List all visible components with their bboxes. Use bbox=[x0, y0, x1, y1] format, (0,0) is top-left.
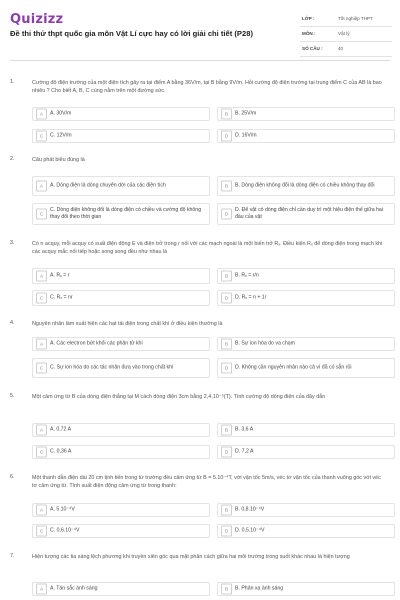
option-letter: B bbox=[221, 339, 232, 350]
option-text: A. Dòng điện là dòng chuyển dời của các điện tích bbox=[50, 182, 166, 189]
option-letter: B bbox=[221, 181, 232, 192]
option-c[interactable] bbox=[32, 445, 210, 459]
meta-table bbox=[300, 12, 392, 57]
question-4 bbox=[10, 320, 390, 382]
option-text: A. 30V/m bbox=[50, 110, 72, 117]
option-text: D. 0,5.10⁻⁴V bbox=[235, 527, 265, 534]
meta-row-class bbox=[300, 12, 392, 27]
option-c[interactable] bbox=[32, 524, 210, 538]
meta-key: MÔN : bbox=[302, 31, 316, 36]
option-letter: B bbox=[221, 109, 232, 120]
option-letter: C bbox=[36, 293, 47, 304]
option-letter: D bbox=[221, 447, 232, 458]
option-text: A. 5.10⁻⁴V bbox=[50, 506, 75, 513]
option-text: C. Dòng điện không đổi là dòng điện có chiều và cường độ không thay đổi theo thời gian bbox=[50, 207, 202, 220]
option-b[interactable] bbox=[217, 268, 395, 284]
option-letter: D bbox=[221, 131, 232, 142]
option-letter: B bbox=[221, 425, 232, 436]
option-a[interactable] bbox=[32, 503, 210, 517]
option-letter: A bbox=[36, 505, 47, 516]
option-letter: B bbox=[221, 505, 232, 516]
question-number: 7. bbox=[10, 553, 15, 559]
question-7 bbox=[10, 553, 390, 600]
question-text: Cường độ điện trường của một điện tích gây ra tại điểm A bằng 36V/m, tại B bằng 9V/m. Hỏi cường độ điện trường tại trung điểm C của AB là bao nhiêu ? Cho biết A, B, C cùng nằm trên một đường sức. bbox=[32, 80, 382, 94]
option-letter: C bbox=[36, 209, 47, 220]
question-number: 4. bbox=[10, 320, 15, 326]
question-text: Một cảm ứng từ B của dòng điện thẳng tại M cách dòng điện 3cm bằng 2,4.10⁻⁵(T). Tính cường độ dòng điện của dây dẫn bbox=[32, 394, 326, 400]
option-text: A. Các electron bứt khỏi các phân tử khí bbox=[50, 340, 143, 347]
meta-row-count bbox=[300, 42, 392, 57]
option-text: D. Rₓ = n + 1r bbox=[235, 294, 267, 301]
option-d[interactable] bbox=[217, 524, 395, 538]
option-letter: A bbox=[36, 584, 47, 595]
question-5 bbox=[10, 393, 390, 465]
option-text: C. 0,36 A bbox=[50, 448, 72, 455]
option-text: B. 0,8.10⁻⁴V bbox=[235, 506, 265, 513]
option-letter: A bbox=[36, 109, 47, 120]
option-text: B. Rₓ = r/n bbox=[235, 272, 259, 279]
option-c[interactable] bbox=[32, 358, 210, 378]
question-number: 3. bbox=[10, 240, 15, 246]
option-a[interactable] bbox=[32, 268, 210, 284]
option-letter: D bbox=[221, 526, 232, 537]
question-6 bbox=[10, 474, 390, 546]
option-a[interactable] bbox=[32, 423, 210, 437]
question-text: Một thanh dẫn điện dài 20 cm tịnh tiến trong từ trường đều cảm ứng từ B = 5.10⁻⁴T, với vận tốc 5m/s, véc tơ vận tốc của thanh vuông góc với véc tơ cảm ứng từ. Tính suất điện động cảm ứng từ trong thanh: bbox=[32, 475, 381, 489]
option-d[interactable] bbox=[217, 445, 395, 459]
option-c[interactable] bbox=[32, 129, 210, 143]
header-divider bbox=[10, 60, 390, 61]
option-d[interactable] bbox=[217, 358, 395, 378]
option-text: B. 25V/m bbox=[235, 110, 257, 117]
option-d[interactable] bbox=[217, 290, 395, 306]
question-text: Nguyên nhân làm xuất hiện các hạt tải điện trong chất khí ở điều kiện thường là bbox=[32, 321, 223, 327]
question-2 bbox=[10, 156, 390, 236]
option-letter: D bbox=[221, 293, 232, 304]
option-text: A. Tán sắc ánh sáng bbox=[50, 585, 98, 592]
meta-value: Vật lý bbox=[338, 31, 350, 36]
option-a[interactable] bbox=[32, 582, 210, 596]
question-number: 1. bbox=[10, 79, 15, 85]
option-d[interactable] bbox=[217, 129, 395, 143]
option-b[interactable] bbox=[217, 582, 395, 596]
question-text: Hiện tượng các tia sáng lệch phương khi truyền xiên góc qua mặt phân cách giữa hai môi trường trong suốt khác nhau là hiện tượng bbox=[32, 554, 350, 560]
question-text: Câu phát biểu đúng là bbox=[32, 157, 85, 163]
option-text: D. Không cần nguyên nhân nào cả vì đã có sẵn rồi bbox=[235, 364, 352, 371]
meta-value: 40 bbox=[338, 46, 344, 51]
option-letter: B bbox=[221, 271, 232, 282]
option-text: C. 0,6.10⁻⁴V bbox=[50, 527, 80, 534]
option-b[interactable] bbox=[217, 337, 395, 351]
option-text: C. Rₓ = nr bbox=[50, 294, 73, 301]
option-letter: D bbox=[221, 209, 232, 220]
option-text: D. Để vật có dòng điện chỉ cần duy trì một hiệu điện thế giữa hai đầu của vật bbox=[235, 207, 383, 220]
option-text: A. Rₓ = r bbox=[50, 272, 70, 279]
option-letter: C bbox=[36, 526, 47, 537]
option-c[interactable] bbox=[32, 203, 210, 225]
option-text: C. Sự ion hóa do các tác nhân đưa vào trong chất khí bbox=[50, 364, 174, 371]
option-letter: B bbox=[221, 584, 232, 595]
question-text: Có n acquy, mỗi acquy có suất điện động E và điện trở trong r nối với các mạch ngoài là một biến trở Rₓ. Điều kiện Rₓ để dòng điện trong mạch khi các acquy mắc nối tiếp hoặc song song đều như nhau là bbox=[32, 241, 383, 255]
option-a[interactable] bbox=[32, 107, 210, 121]
option-letter: A bbox=[36, 181, 47, 192]
option-letter: D bbox=[221, 363, 232, 374]
page-title: Đề thi thử thpt quốc gia môn Vật Lí cực hay có lời giải chi tiết (P28) bbox=[10, 29, 253, 38]
option-text: D. 16V/m bbox=[235, 132, 257, 139]
option-b[interactable] bbox=[217, 423, 395, 437]
option-letter: C bbox=[36, 363, 47, 374]
option-text: C. 12V/m bbox=[50, 132, 72, 139]
option-a[interactable] bbox=[32, 176, 210, 196]
option-text: B. Dòng điện không đổi là dòng điện có chiều không thay đổi bbox=[235, 182, 375, 189]
option-letter: C bbox=[36, 131, 47, 142]
option-b[interactable] bbox=[217, 176, 395, 196]
question-number: 5. bbox=[10, 393, 15, 399]
question-number: 6. bbox=[10, 474, 15, 480]
meta-row-subject bbox=[300, 27, 392, 42]
option-d[interactable] bbox=[217, 203, 395, 225]
option-b[interactable] bbox=[217, 503, 395, 517]
meta-key: SỐ CÂU : bbox=[302, 46, 323, 51]
question-number: 2. bbox=[10, 156, 15, 162]
option-letter: A bbox=[36, 425, 47, 436]
meta-key: LỚP : bbox=[302, 16, 315, 21]
meta-value: Tốt nghiệp THPT bbox=[338, 16, 373, 21]
option-letter: C bbox=[36, 447, 47, 458]
option-a[interactable] bbox=[32, 337, 210, 351]
option-text: B. 3,6 A bbox=[235, 426, 254, 433]
quizizz-logo: Quizizz bbox=[10, 12, 64, 27]
option-text: A. 0,72 A bbox=[50, 426, 72, 433]
option-text: B. Phản xạ ánh sáng bbox=[235, 585, 284, 592]
option-text: B. Sự ion hóa do va chạm bbox=[235, 340, 295, 347]
option-letter: A bbox=[36, 271, 47, 282]
option-text: D. 7,2 A bbox=[235, 448, 254, 455]
question-3 bbox=[10, 240, 390, 315]
question-1 bbox=[10, 79, 390, 159]
option-letter: A bbox=[36, 339, 47, 350]
option-b[interactable] bbox=[217, 107, 395, 121]
option-c[interactable] bbox=[32, 290, 210, 306]
